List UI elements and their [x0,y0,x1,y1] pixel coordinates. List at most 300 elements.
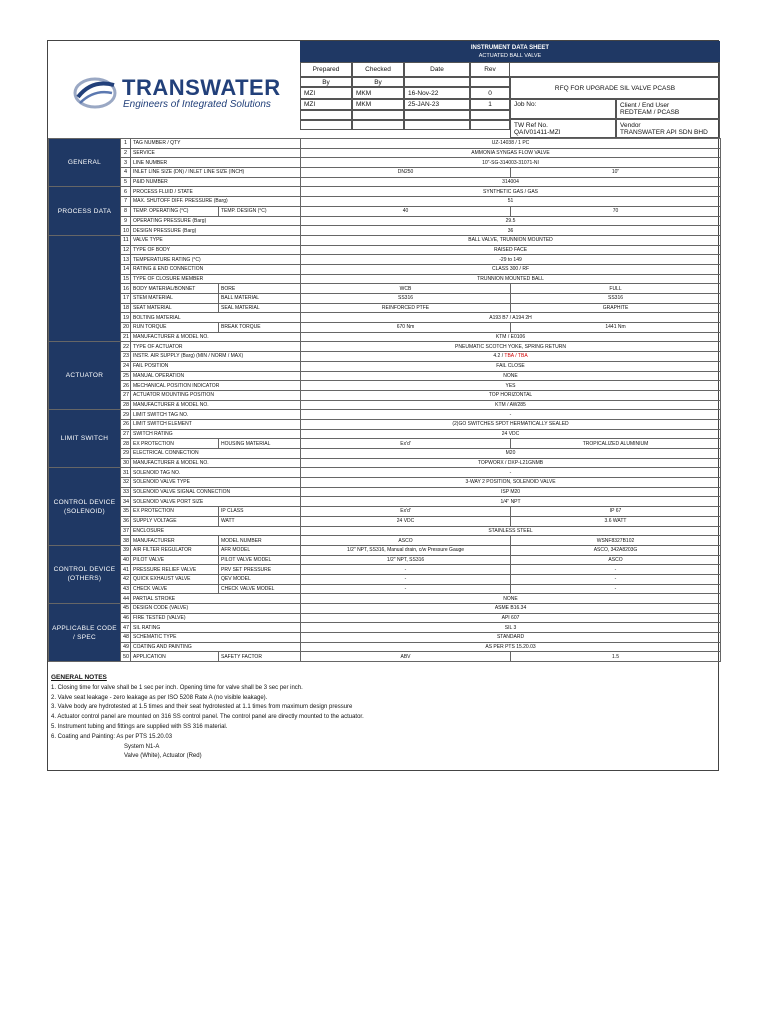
title-bar [300,41,720,62]
attribute-label: SOLENOID VALVE PORT SIZE [131,497,301,507]
attribute-label: BODY MATERIAL/BONNET [131,284,219,294]
value-text: - [509,411,512,418]
table-row [49,497,721,507]
table-row [49,206,721,216]
value-text: KTM / E0106 [495,334,526,341]
attribute-label: COATING AND PAINTING [131,642,301,652]
value-text: SIL 3 [504,624,517,631]
attribute-value: - [301,565,511,575]
table-row [49,458,721,468]
attribute-label: PRESSURE RELIEF VALVE [131,565,219,575]
attribute-label: P&ID NUMBER [131,177,301,187]
attribute-value [301,381,721,391]
attribute-label: SCHEMATIC TYPE [131,633,301,643]
attribute-value [301,361,721,371]
col-date: Date [404,62,470,77]
table-row [49,526,721,536]
attribute-value: 1/2" NPT, SS316 [301,555,511,565]
value-text: PNEUMATIC SCOTCH YOKE, SPRING RETURN [455,343,566,350]
attribute-label: SERVICE [131,148,301,158]
attribute-label: SOLENOID VALVE SIGNAL CONNECTION [131,487,301,497]
attribute-label: EX PROTECTION [131,507,219,517]
attribute-value-secondary: GRAPHITE [511,303,721,313]
row-number: 40 [121,555,131,565]
empty-cell [352,110,404,120]
attribute-value [301,623,721,633]
row-number: 13 [121,255,131,265]
general-notes [48,673,723,762]
attribute-label: VALVE TYPE [131,235,301,245]
table-row [49,371,721,381]
attribute-value-secondary: - [511,574,721,584]
value-text: 4.2 / [493,353,505,360]
note-sub-item: System N1-A [124,743,160,750]
prepared-by-label: By [300,77,352,87]
data-table [48,138,721,662]
row-number: 48 [121,633,131,643]
date-blank [404,77,470,87]
row-number: 28 [121,400,131,410]
row-number: 19 [121,313,131,323]
row-number: 9 [121,216,131,226]
attribute-label: QUICK EXHAUST VALVE [131,574,219,584]
attribute-value [301,604,721,614]
col-rev: Rev [470,62,510,77]
attribute-label-secondary: BALL MATERIAL [219,294,301,304]
value-text: NONE [503,595,518,602]
attribute-value [301,410,721,420]
table-row [49,400,721,410]
row-number: 41 [121,565,131,575]
row-number: 18 [121,303,131,313]
attribute-value: 24 VDC [301,516,511,526]
table-row [49,226,721,236]
row-number: 29 [121,410,131,420]
attribute-value [301,419,721,429]
empty-cell [470,110,510,120]
value-text: A193 B7 / A194 2H [489,314,532,321]
attribute-value [301,497,721,507]
value-text: RAISED FACE [493,246,528,253]
attribute-label: LINE NUMBER [131,158,301,168]
attribute-value [301,313,721,323]
value-text: 24 VDC [501,430,520,437]
row-number: 44 [121,594,131,604]
table-row [49,574,721,584]
note-item: 2. Valve seat leakage - zero leakage as per ISO 5208 Rate A (no visible leakage). [51,694,268,701]
note-item: 3. Valve body are hydrotested at 1.5 times and their seat hydrotested at 1.1 times from maximum design pressure [51,704,353,711]
attribute-label-secondary: TEMP. DESIGN (°C) [219,206,301,216]
table-row [49,536,721,546]
table-row [49,419,721,429]
row-number: 17 [121,294,131,304]
data-sheet [47,40,719,771]
header-blank [510,62,720,77]
rev1-date: 25-JAN-23 [404,99,470,110]
attribute-label-secondary: SAFETY FACTOR [219,652,301,662]
attribute-label: CHECK VALVE [131,584,219,594]
row-number: 31 [121,468,131,478]
attribute-label: SOLENOID VALVE TYPE [131,478,301,488]
row-number: 37 [121,526,131,536]
notes-title: GENERAL NOTES [51,674,107,681]
section-label: GENERAL [49,139,121,187]
attribute-value [301,400,721,410]
value-text: ASME B16.34 [494,605,527,612]
empty-cell [352,120,404,130]
rev1-prepared: MZI [300,99,352,110]
value-text: 1/4" NPT [500,498,521,505]
attribute-label-secondary: BREAK TORQUE [219,323,301,333]
attribute-value-secondary: 1.5 [511,652,721,662]
row-number: 21 [121,332,131,342]
table-row [49,352,721,362]
attribute-value [301,633,721,643]
attribute-value [301,197,721,207]
attribute-value-secondary: 70 [511,206,721,216]
attribute-label: ENCLOSURE [131,526,301,536]
rev0-number: 0 [470,87,510,99]
attribute-label: EX PROTECTION [131,439,219,449]
attribute-value [301,139,721,149]
table-row [49,313,721,323]
attribute-label: MANUFACTURER & MODEL NO. [131,400,301,410]
vendor-label: Vendor [620,121,641,129]
section-label: ACTUATOR [49,342,121,410]
table-row [49,264,721,274]
attribute-label-secondary: QEV MODEL [219,574,301,584]
table-row [49,545,721,555]
attribute-label: SIL RATING [131,623,301,633]
value-text: 314004 [502,179,519,186]
attribute-label: TAG NUMBER / QTY [131,139,301,149]
attribute-label-secondary: MODEL NUMBER [219,536,301,546]
attribute-value [301,449,721,459]
tw-ref-label: TW Ref No. [514,121,548,129]
attribute-label: INLET LINE SIZE (DN) / INLET LINE SIZE (INCH) [131,168,301,178]
row-number: 1 [121,139,131,149]
attribute-value [301,458,721,468]
table-row [49,604,721,614]
vendor-value: TRANSWATER API SDN BHD [620,128,708,136]
row-number: 33 [121,487,131,497]
table-row [49,187,721,197]
project-title: RFQ FOR UPGRADE SIL VALVE PCASB [510,77,720,99]
table-row [49,235,721,245]
attribute-value [301,332,721,342]
attribute-value [301,352,721,362]
attribute-value: 1/2" NPT, SS316, Manual drain, c/w Pressure Gauge [301,545,511,555]
value-text: - [509,469,512,476]
attribute-value: WCB [301,284,511,294]
table-row [49,390,721,400]
attribute-label: PROCESS FLUID / STATE [131,187,301,197]
empty-cell [300,120,352,130]
attribute-value: DN250 [301,168,511,178]
attribute-label-secondary: PILOT VALVE MODEL [219,555,301,565]
attribute-label: OPERATING PRESSURE (Barg) [131,216,301,226]
table-row [49,565,721,575]
attribute-label: FAIL POSITION [131,361,301,371]
attribute-value [301,177,721,187]
row-number: 45 [121,604,131,614]
row-number: 20 [121,323,131,333]
section-label: PROCESS DATA [49,187,121,235]
row-number: 24 [121,361,131,371]
attribute-label: TEMPERATURE RATING (°C) [131,255,301,265]
table-row [49,468,721,478]
attribute-value [301,245,721,255]
table-row [49,139,721,149]
value-text: NONE [503,372,518,379]
value-text: API 607 [501,615,520,622]
attribute-value [301,235,721,245]
attribute-value-secondary: 3.6 WATT [511,516,721,526]
attribute-label: DESIGN PRESSURE (Barg) [131,226,301,236]
row-number: 15 [121,274,131,284]
row-number: 47 [121,623,131,633]
row-number: 16 [121,284,131,294]
attribute-value-secondary: IP 67 [511,507,721,517]
note-item: 1. Closing time for valve shall be 1 sec per inch. Opening time for valve shall be 3 sec per inch. [51,684,303,691]
attribute-label: TYPE OF CLOSURE MEMBER [131,274,301,284]
table-row [49,633,721,643]
attribute-label: TEMP. OPERATING (°C) [131,206,219,216]
attribute-label-secondary: HOUSING MATERIAL [219,439,301,449]
table-row [49,487,721,497]
attribute-label: MANUFACTURER [131,536,219,546]
attribute-value [301,642,721,652]
table-row [49,197,721,207]
attribute-value-secondary: SS316 [511,294,721,304]
job-no-label: Job No: [510,99,616,119]
table-row [49,516,721,526]
attribute-value [301,594,721,604]
company-tagline: Engineers of Integrated Solutions [123,99,271,110]
attribute-value [301,187,721,197]
table-row [49,623,721,633]
attribute-value [301,226,721,236]
attribute-label-secondary: SEAL MATERIAL [219,303,301,313]
rev-blank [470,77,510,87]
value-text: STAINLESS STEEL [488,527,533,534]
row-number: 32 [121,478,131,488]
attribute-label: ACTUATOR MOUNTING POSITION [131,390,301,400]
attribute-label-secondary: WATT [219,516,301,526]
attribute-label: SWITCH RATING [131,429,301,439]
row-number: 6 [121,187,131,197]
row-number: 29 [121,449,131,459]
data-table-wrap [48,138,720,662]
attribute-value [301,264,721,274]
value-text: TOPWORX / DXP-L21GNMB [477,460,544,467]
value-text: CLASS 300 / RF [492,266,529,273]
row-number: 5 [121,177,131,187]
section-label: LIMIT SWITCH [49,410,121,468]
attribute-label: MANUFACTURER & MODEL NO. [131,458,301,468]
value-text: 36 [507,227,514,234]
rev0-checked: MKM [352,87,404,99]
attribute-label: MANUFACTURER & MODEL NO. [131,332,301,342]
table-row [49,381,721,391]
table-row [49,332,721,342]
client-label: Client / End User [620,102,670,109]
attribute-label: STEM MATERIAL [131,294,219,304]
attribute-label: APPLICATION [131,652,219,662]
table-row [49,555,721,565]
attribute-label-secondary: CHECK VALVE MODEL [219,584,301,594]
value-text: -29 to 149 [499,256,522,263]
table-row [49,274,721,284]
table-row [49,342,721,352]
attribute-label-secondary: AFR MODEL [219,545,301,555]
attribute-value [301,468,721,478]
value-text: FAIL CLOSE [496,363,525,370]
row-number: 36 [121,516,131,526]
attribute-value [301,390,721,400]
col-checked: Checked [352,62,404,77]
sheet-subtitle: ACTUATED BALL VALVE [478,53,542,59]
value-text: 51 [507,198,514,205]
empty-cell [300,110,352,120]
row-number: 34 [121,497,131,507]
value-text: AMMONIA SYNGAS FLOW VALVE [471,150,550,157]
row-number: 23 [121,352,131,362]
table-row [49,642,721,652]
table-row [49,255,721,265]
note-sub-item: Valve (White), Actuator (Red) [124,753,202,760]
attribute-value [301,158,721,168]
attribute-value: REINFORCED PTFE [301,303,511,313]
attribute-label: BOLTING MATERIAL [131,313,301,323]
attribute-label: AIR FILTER REGULATOR [131,545,219,555]
attribute-label-secondary: BORE [219,284,301,294]
table-row [49,158,721,168]
attribute-value: Ex'd' [301,439,511,449]
attribute-value-secondary: ASCO, 342A8203G [511,545,721,555]
row-number: 42 [121,574,131,584]
attribute-label: SUPPLY VOLTAGE [131,516,219,526]
attribute-value: Ex'd' [301,507,511,517]
rev0-prepared: MZI [300,87,352,99]
attribute-label: INSTR. AIR SUPPLY (Barg) (MIN / NORM / MAX) [131,352,301,362]
row-number: 10 [121,226,131,236]
row-number: 46 [121,613,131,623]
empty-cell [470,120,510,130]
attribute-label: DESIGN CODE (VALVE) [131,604,301,614]
table-row [49,449,721,459]
client-value: REDTEAM / PCASB [620,109,680,116]
row-number: 14 [121,264,131,274]
attribute-value: - [301,574,511,584]
table-row [49,584,721,594]
section-label: APPLICABLE CODE / SPEC [49,604,121,662]
section-label [49,235,121,342]
attribute-value [301,526,721,536]
attribute-label: LIMIT SWITCH ELEMENT [131,419,301,429]
table-row [49,410,721,420]
table-row [49,507,721,517]
note-item: 6. Coating and Painting: As per PTS 15.20.03 [51,733,173,740]
table-row [49,323,721,333]
value-text: ISP M20 [500,489,521,496]
attribute-label: RATING & END CONNECTION [131,264,301,274]
row-number: 30 [121,458,131,468]
attribute-value-secondary: ASCO [511,555,721,565]
row-number: 26 [121,381,131,391]
row-number: 3 [121,158,131,168]
attribute-label: ELECTRICAL CONNECTION [131,449,301,459]
attribute-label: PILOT VALVE [131,555,219,565]
empty-cell [404,110,470,120]
note-item: 5. Instrument tubing and fittings are supplied with SS 316 material. [51,723,228,730]
attribute-value [301,342,721,352]
table-row [49,303,721,313]
table-row [49,148,721,158]
attribute-value [301,371,721,381]
attribute-value-secondary: - [511,584,721,594]
table-row [49,478,721,488]
value-text: 10"-SG-314003-31071-NI [482,159,539,166]
attribute-label: SOLENOID TAG NO. [131,468,301,478]
col-prepared: Prepared [300,62,352,77]
client-cell [616,99,720,119]
value-text: TOP HORIZONTAL [488,392,533,399]
row-number: 11 [121,235,131,245]
table-row [49,284,721,294]
attribute-value: 670 Nm [301,323,511,333]
value-text: STANDARD [496,634,525,641]
row-number: 27 [121,390,131,400]
table-row [49,429,721,439]
value-text: M20 [505,450,516,457]
rev0-date: 16-Nov-22 [404,87,470,99]
attribute-value-secondary: WSNF8327B102 [511,536,721,546]
checked-by-label: By [352,77,404,87]
attribute-value [301,255,721,265]
table-row [49,361,721,371]
attribute-value: - [301,584,511,594]
row-number: 12 [121,245,131,255]
row-number: 2 [121,148,131,158]
attribute-label: SEAT MATERIAL [131,303,219,313]
attribute-value [301,478,721,488]
note-item: 4. Actuator control panel are mounted on 316 SS control panel. The control panel are directly mounted to the actuator. [51,714,364,721]
attribute-value: 40 [301,206,511,216]
row-number: 22 [121,342,131,352]
section-label: CONTROL DEVICE (OTHERS) [49,545,121,603]
attribute-label-secondary: IP CLASS [219,507,301,517]
row-number: 27 [121,429,131,439]
row-number: 4 [121,168,131,178]
value-text: 29.5 [505,217,516,224]
attribute-label: LIMIT SWITCH TAG NO. [131,410,301,420]
value-text-pending: TBA / TBA [504,353,528,360]
attribute-value-secondary: TROPICALIZED ALUMINIUM [511,439,721,449]
row-number: 38 [121,536,131,546]
sheet-title: INSTRUMENT DATA SHEET [470,45,550,51]
row-number: 39 [121,545,131,555]
value-text: UZ-14038 / 1 PC [491,140,530,147]
attribute-value: SS316 [301,294,511,304]
row-number: 26 [121,419,131,429]
table-row [49,245,721,255]
empty-cell [404,120,470,130]
row-number: 35 [121,507,131,517]
attribute-label: MAX. SHUTOFF DIFF. PRESSURE (Barg) [131,197,301,207]
row-number: 7 [121,197,131,207]
attribute-label: PARTIAL STROKE [131,594,301,604]
